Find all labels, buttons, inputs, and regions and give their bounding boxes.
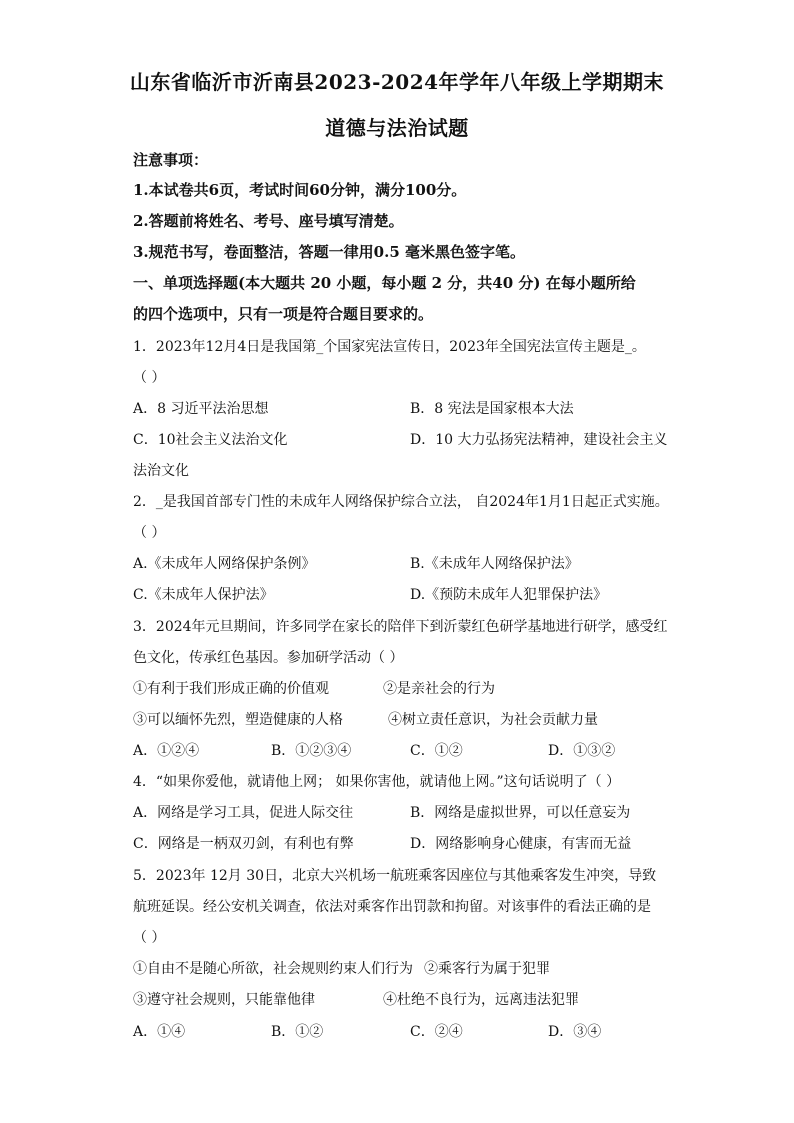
q4-option-d: D．网络影响身心健康，有害而无益 bbox=[410, 836, 632, 852]
q3-statement-4: ④树立责任意识，为社会贡献力量 bbox=[388, 712, 598, 728]
q3-stem-line2: 色文化，传承红色基因。参加研学活动（ ） bbox=[133, 650, 404, 666]
q1-option-a: A．8 习近平法治思想 bbox=[133, 401, 269, 417]
q3-stem-line1: 3．2024年元旦期间，许多同学在家长的陪伴下到沂蒙红色研学基地进行研学，感受红 bbox=[133, 619, 668, 635]
section-instructions-line1: 一、单项选择题(本大题共 20 小题，每小题 2 分，共40 分) 在每小题所给 bbox=[133, 274, 636, 292]
q2-stem: 2．_是我国首部专门性的未成年人网络保护综合立法， 自2024年1月1日起正式实施。 bbox=[133, 494, 669, 510]
q5-statement-4: ④杜绝不良行为，远离违法犯罪 bbox=[383, 992, 579, 1008]
exam-title-line2: 道德与法治试题 bbox=[325, 116, 469, 140]
q4-stem: 4．“如果你爱他，就请他上网； 如果你害他，就请他上网。”这句话说明了（ ） bbox=[133, 774, 621, 790]
notes-heading: 注意事项： bbox=[133, 151, 209, 169]
q1-option-c: C．10社会主义法治文化 bbox=[133, 432, 288, 448]
q3-option-b: B．①②③④ bbox=[271, 743, 352, 759]
q5-statement-3: ③遵守社会规则，只能靠他律 bbox=[133, 992, 315, 1008]
q2-option-a: A.《未成年人网络保护条例》 bbox=[133, 556, 316, 572]
q5-option-b: B．①② bbox=[271, 1024, 324, 1040]
q2-answer-paren: （ ） bbox=[133, 525, 166, 541]
q5-stem-line2: 航班延误。经公安机关调查，依法对乘客作出罚款和拘留。对该事件的看法正确的是 bbox=[133, 899, 651, 915]
q1-option-d-continued: 法治文化 bbox=[133, 463, 189, 479]
q5-option-a: A．①④ bbox=[133, 1024, 186, 1040]
q5-statement-2: ②乘客行为属于犯罪 bbox=[424, 961, 550, 977]
q2-option-b: B.《未成年人网络保护法》 bbox=[410, 556, 579, 572]
q1-stem: 1．2023年12月4日是我国第_个国家宪法宣传日，2023年全国宪法宣传主题是_。 bbox=[133, 339, 646, 355]
q4-option-c: C．网络是一柄双刃剑，有利也有弊 bbox=[133, 836, 354, 852]
q3-statement-2: ②是亲社会的行为 bbox=[383, 681, 495, 697]
q5-option-d: D．③④ bbox=[548, 1024, 602, 1040]
q3-option-a: A．①②④ bbox=[133, 743, 200, 759]
q1-answer-paren: （ ） bbox=[133, 370, 166, 386]
q5-stem-line1: 5．2023年 12月 30日，北京大兴机场一航班乘客因座位与其他乘客发生冲突，导致 bbox=[133, 868, 657, 884]
q2-option-c: C.《未成年人保护法》 bbox=[133, 587, 274, 603]
q5-statement-1: ①自由不是随心所欲，社会规则约束人们行为 bbox=[133, 961, 413, 977]
q1-option-b: B．8 宪法是国家根本大法 bbox=[410, 401, 574, 417]
q3-statement-3: ③可以缅怀先烈，塑造健康的人格 bbox=[133, 712, 343, 728]
q5-answer-paren: （ ） bbox=[133, 930, 166, 946]
note-item-1: 1.本试卷共6页，考试时间60分钟，满分100分。 bbox=[133, 181, 467, 199]
exam-title-line1: 山东省临沂市沂南县2023-2024年学年八年级上学期期末 bbox=[129, 70, 665, 94]
q3-statement-1: ①有利于我们形成正确的价值观 bbox=[133, 681, 329, 697]
q4-option-b: B．网络是虚拟世界，可以任意妄为 bbox=[410, 805, 631, 821]
q1-option-d: D．10 大力弘扬宪法精神，建设社会主义 bbox=[410, 432, 668, 448]
q3-option-d: D．①③② bbox=[548, 743, 616, 759]
note-item-3: 3.规范书写，卷面整洁，答题一律用0.5 毫米黑色签字笔。 bbox=[133, 243, 525, 261]
q4-option-a: A．网络是学习工具，促进人际交往 bbox=[133, 805, 354, 821]
q5-option-c: C．②④ bbox=[410, 1024, 463, 1040]
q2-option-d: D.《预防未成年人犯罪保护法》 bbox=[410, 587, 608, 603]
note-item-2: 2.答题前将姓名、考号、座号填写清楚。 bbox=[133, 212, 404, 230]
q3-option-c: C．①② bbox=[410, 743, 463, 759]
section-instructions-line2: 的四个选项中，只有一项是符合题目要求的。 bbox=[133, 305, 434, 323]
